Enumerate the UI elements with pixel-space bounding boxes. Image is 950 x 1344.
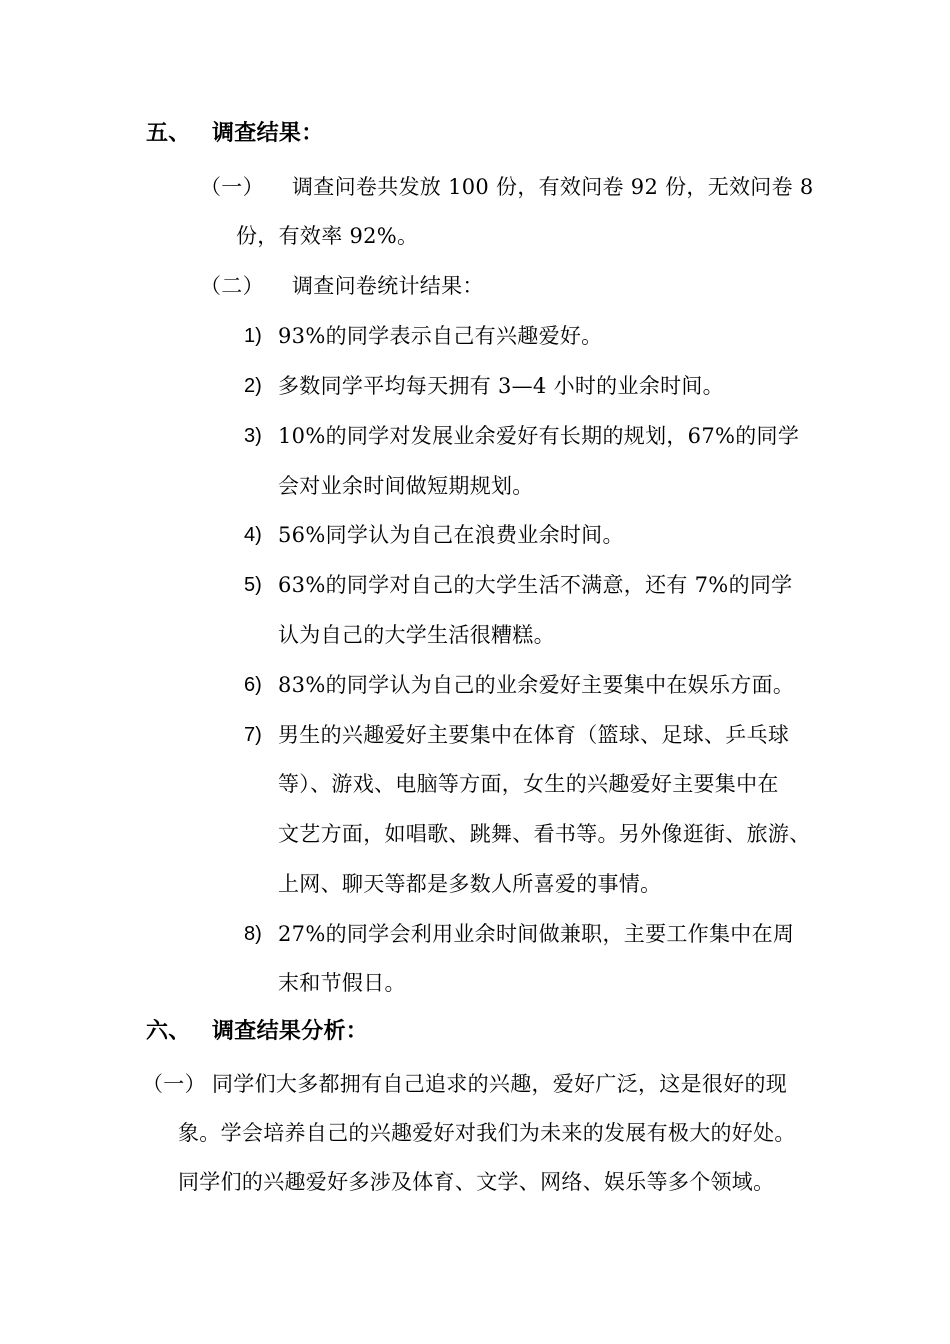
section-6-sub1-line2: 象。学会培养自己的兴趣爱好对我们为未来的发展有极大的好处。: [178, 1121, 796, 1145]
list-item-text: 多数同学平均每天拥有 3—4 小时的业余时间。: [278, 374, 724, 398]
list-item-number: 7): [244, 724, 262, 746]
list-item-text: 93%的同学表示自己有兴趣爱好。: [278, 324, 603, 348]
list-item-number: 4): [244, 524, 262, 546]
section-5-sub1-line1: 调查问卷共发放 100 份，有效问卷 92 份，无效问卷 8: [292, 175, 814, 199]
section-6-title: 调查结果分析：: [212, 1019, 369, 1044]
section-6-sub1-line1: 同学们大多都拥有自己追求的兴趣，爱好广泛，这是很好的现: [212, 1072, 788, 1096]
section-5-sub2-label: （二）: [200, 274, 264, 298]
list-item-text: 末和节假日。: [278, 971, 406, 995]
list-item-number: 5): [244, 574, 262, 596]
list-item-text: 63%的同学对自己的大学生活不满意，还有 7%的同学: [278, 573, 793, 597]
list-item-number: 3): [244, 425, 262, 447]
section-5-sub2-text: 调查问卷统计结果：: [292, 274, 484, 298]
list-item-text: 男生的兴趣爱好主要集中在体育（篮球、足球、乒乓球: [278, 723, 790, 747]
list-item-text: 上网、聊天等都是多数人所喜爱的事情。: [278, 872, 662, 896]
list-item-text: 文艺方面，如唱歌、跳舞、看书等。另外像逛街、旅游、: [278, 822, 811, 846]
list-item-text: 10%的同学对发展业余爱好有长期的规划，67%的同学: [278, 424, 800, 448]
section-5-sub1-label: （一）: [200, 175, 264, 199]
section-5-title: 调查结果：: [212, 121, 324, 146]
list-item-number: 1): [244, 325, 262, 347]
section-6-number: 六、: [146, 1019, 191, 1044]
list-item-text: 56%同学认为自己在浪费业余时间。: [278, 523, 624, 547]
section-5-sub1-line2: 份，有效率 92%。: [236, 224, 419, 248]
list-item-text: 认为自己的大学生活很糟糕。: [278, 623, 555, 647]
list-item-text: 会对业余时间做短期规划。: [278, 474, 534, 498]
list-item-text: 27%的同学会利用业余时间做兼职，主要工作集中在周: [278, 922, 795, 946]
list-item-number: 6): [244, 674, 262, 696]
section-6-sub1-label: （一）: [142, 1072, 206, 1096]
section-6-sub1-line3: 同学们的兴趣爱好多涉及体育、文学、网络、娱乐等多个领域。: [178, 1170, 775, 1194]
section-5-number: 五、: [146, 121, 191, 146]
list-item-number: 2): [244, 375, 262, 397]
list-item-number: 8): [244, 923, 262, 945]
list-item-text: 83%的同学认为自己的业余爱好主要集中在娱乐方面。: [278, 673, 795, 697]
list-item-text: 等）、游戏、电脑等方面，女生的兴趣爱好主要集中在: [278, 772, 779, 796]
